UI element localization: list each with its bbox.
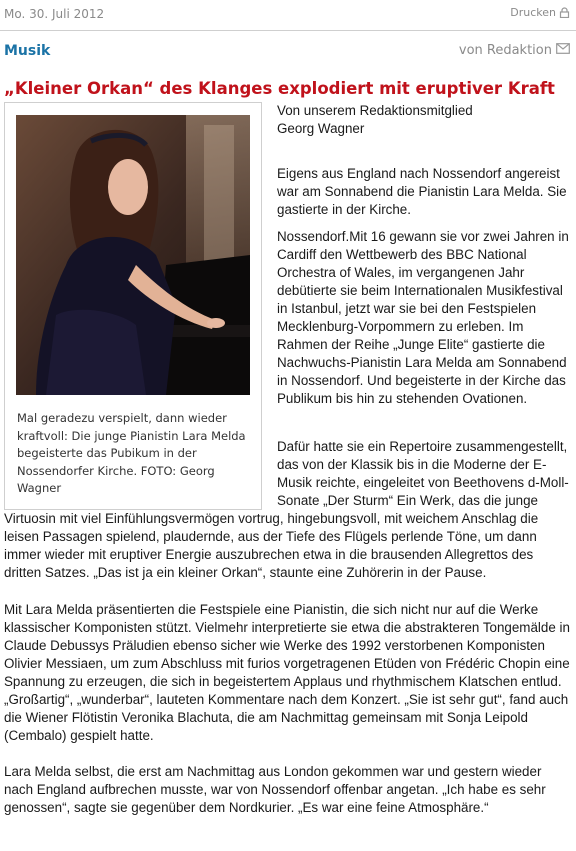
section-label[interactable]: Musik [4,43,51,59]
body-paragraph-1: Nossendorf.Mit 16 gewann sie vor zwei Jahren in Cardiff den Wettbewerb des BBC National Orchestra of Wales, im vergangenen Jahr debütierte sie beim Internationalen Musikfestival in Istanbul, jetzt war sie bei den Festspielen Mecklenburg-Vorpommern zu erleben. Im Rahmen der Reihe „Junge Elite“ gastierte die Nachwuchs-Pianistin Lara Melda am Sonnabend in Nossendorf. Und begeisterte in der Kirche das Publikum bis hin zu stehenden Ovationen. [277,229,569,406]
byline-line-2: Georg Wagner [277,121,365,136]
body-paragraph-4: Mit Lara Melda präsentierten die Festspiele eine Pianistin, die sich nicht nur auf die Werke klassischer Komponisten stützt. Vielmehr interpretierte sie etwa die abstrakteren Tongemälde in Claude Debussys Präludien ebenso sicher wie Werke des 1992 verstorbenen Komponisten Olivier Messiaen, um zum Abschluss mit furios vorgetragenen Etüden von Frédéric Chopin eine Spannung zu erzeugen, die sich in begeistertem Applaus und rhythmischem Klatschen entlud. „Großartig“, „wunderbar“, lauteten Kommentare nach dem Konzert. „Sie ist sehr gut“, fand auch die Wiener Flötistin Veronika Blachuta, die am Nachmittag gemeinsam mit Sonja Leipold (Cembalo) gespielt hatte. [4,602,570,743]
author-link[interactable] [459,43,570,58]
lock-icon [559,7,570,18]
print-label[interactable]: Drucken [510,6,556,19]
mail-icon[interactable] [556,43,570,58]
byline-line-1: Von unserem Redaktionsmitglied [277,103,473,118]
print-link[interactable] [510,6,570,19]
top-bar [0,0,576,31]
body-paragraph-3: Virtuosin mit viel Einfühlungsvermögen vortrug, hingebungsvoll, mit weichem Anschlag die leisen Passagen spielend, plaudernde, aus der Tiefe des Flügels perlende Töne, um dann immer wieder mit eruptiver Energie auszubrechen etwa in die brausenden Allegrettos des dritten Satzes. „Das ist ja ein kleiner Orkan“, staunte eine Zuhörerin in der Pause. [4,511,539,580]
body-paragraph-2: Dafür hatte sie ein Repertoire zusammengestellt, das von der Klassik bis in die Moderne der E-Musik reichte, eingeleitet von Beethovens d-Moll-Sonate „Der Sturm“ Ein Werk, das die junge [277,439,569,508]
article-headline: „Kleiner Orkan“ des Klanges explodiert mit eruptiver Kraft [4,79,555,99]
byline [277,102,571,138]
body-paragraph-5: Lara Melda selbst, die erst am Nachmittag aus London gekommen war und gestern wieder nach England aufbrechen musste, war von Nossendorf offenbar angetan. „Ich habe es sehr genossen“, sagte sie gegenüber dem Nordkurier. „Es war eine feine Atmosphäre.“ [4,764,546,815]
lead-paragraph: Eigens aus England nach Nossendorf angereist war am Sonnabend die Pianistin Lara Melda. Sie gastierte in der Kirche. [277,166,567,217]
article-date: Mo. 30. Juli 2012 [4,7,105,21]
photo-caption: Mal geradezu verspielt, dann wieder kraftvoll: Die junge Pianistin Lara Melda begeisterte das Pubikum in der Nossendorfer Kirche. FOTO: Georg Wagner [17,411,246,495]
article-figure [4,102,262,510]
pianist-photo [16,115,250,395]
author-label[interactable]: von Redaktion [458,43,552,58]
